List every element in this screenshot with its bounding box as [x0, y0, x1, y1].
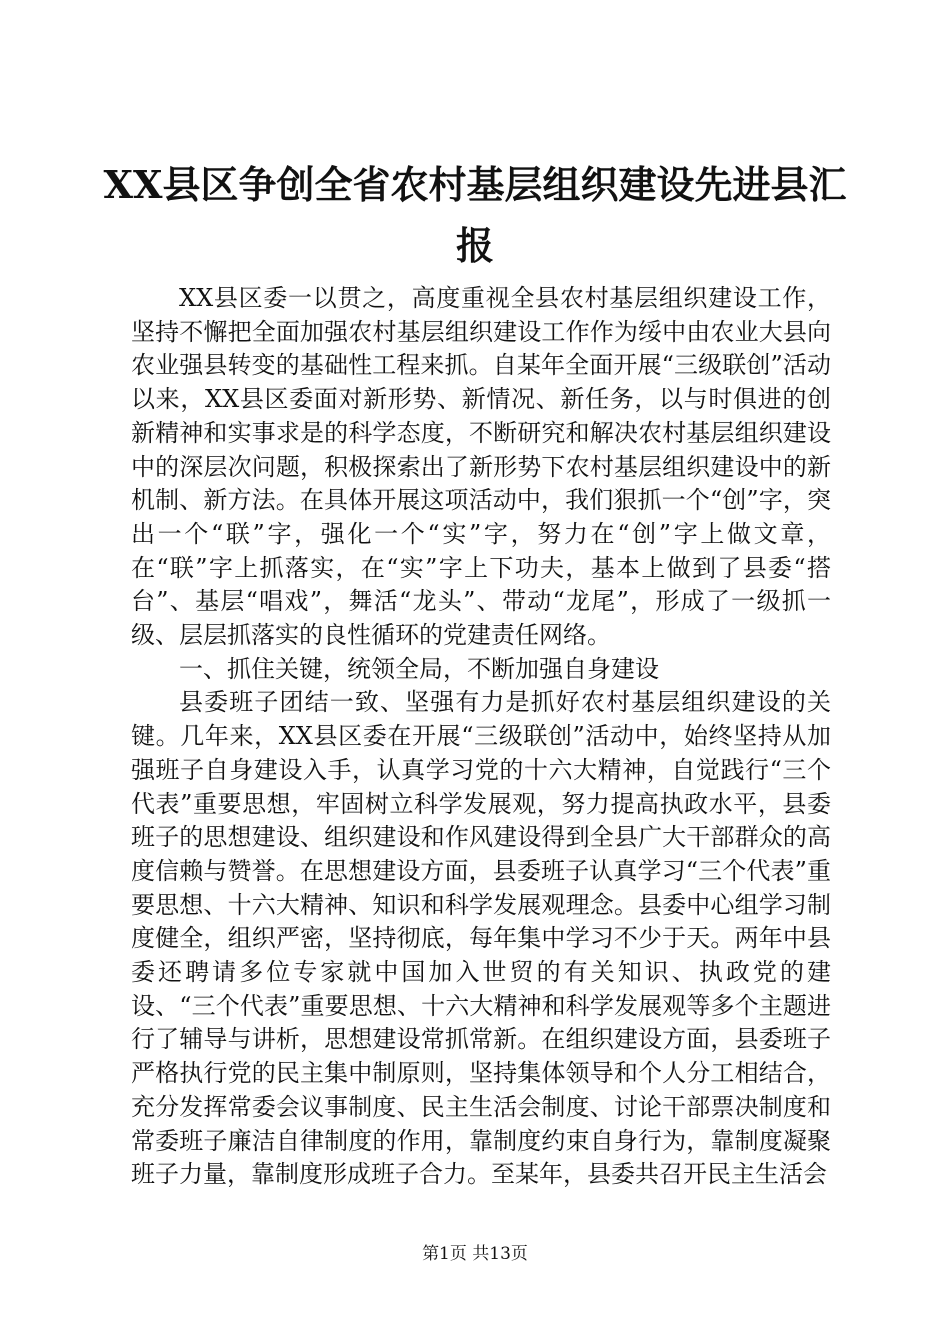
section-heading-1: 一、抓住关键，统领全局，不断加强自身建设 — [179, 654, 659, 683]
document-title-line1: XX县区争创全省农村基层组织建设先进县汇 — [103, 162, 847, 207]
paragraph-intro: XX县区委一以贯之，高度重视全县农村基层组织建设工作，坚持不懈把全面加强农村基层组织建设工作作为绥中由农业大县向农业强县转变的基础性工程来抓。自某年全面开展“三级联创”活动以来，XX县区委面对新形势、新情况、新任务，以与时俱进的创新精神和实事求是的科学态度，不断研究和解决农村基层组织建设中的深层次问题，积极探索出了新形势下农村基层组织建设中的新机制、新方法。在具体开展这项活动中，我们狠抓一个“创”字，突出一个“联”字，强化一个“实”字，努力在“创”字上做文章，在“联”字上抓落实，在“实”字上下功夫，基本上做到了县委“搭台”、基层“唱戏”，舞活“龙头”、带动“龙尾”，形成了一级抓一级、层层抓落实的良性循环的党建责任网络。 — [131, 284, 831, 650]
document-title-line2: 报 — [455, 223, 494, 268]
page-number-footer: 第1页 共13页 — [422, 1244, 528, 1264]
document-body — [131, 282, 831, 1192]
paragraph-section-1: 县委班子团结一致、坚强有力是抓好农村基层组织建设的关键。几年来，XX县区委在开展“三级联创”活动中，始终坚持从加强班子自身建设入手，认真学习党的十六大精神，自觉践行“三个代表”重要思想，牢固树立科学发展观，努力提高执政水平，县委班子的思想建设、组织建设和作风建设得到全县广大干部群众的高度信赖与赞誉。在思想建设方面，县委班子认真学习“三个代表”重要思想、十六大精神、知识和科学发展观理念。县委中心组学习制度健全，组织严密，坚持彻底，每年集中学习不少于天。两年中县委还聘请多位专家就中国加入世贸的有关知识、执政党的建设、“三个代表”重要思想、十六大精神和科学发展观等多个主题进行了辅导与讲析，思想建设常抓常新。在组织建设方面，县委班子严格执行党的民主集中制原则，坚持集体领导和个人分工相结合，充分发挥常委会议事制度、民主生活会制度、讨论干部票决制度和常委班子廉洁自律制度的作用，靠制度约束自身行为，靠制度凝聚班子力量，靠制度形成班子合力。至某年，县委共召开民主生活会 — [131, 688, 831, 1189]
